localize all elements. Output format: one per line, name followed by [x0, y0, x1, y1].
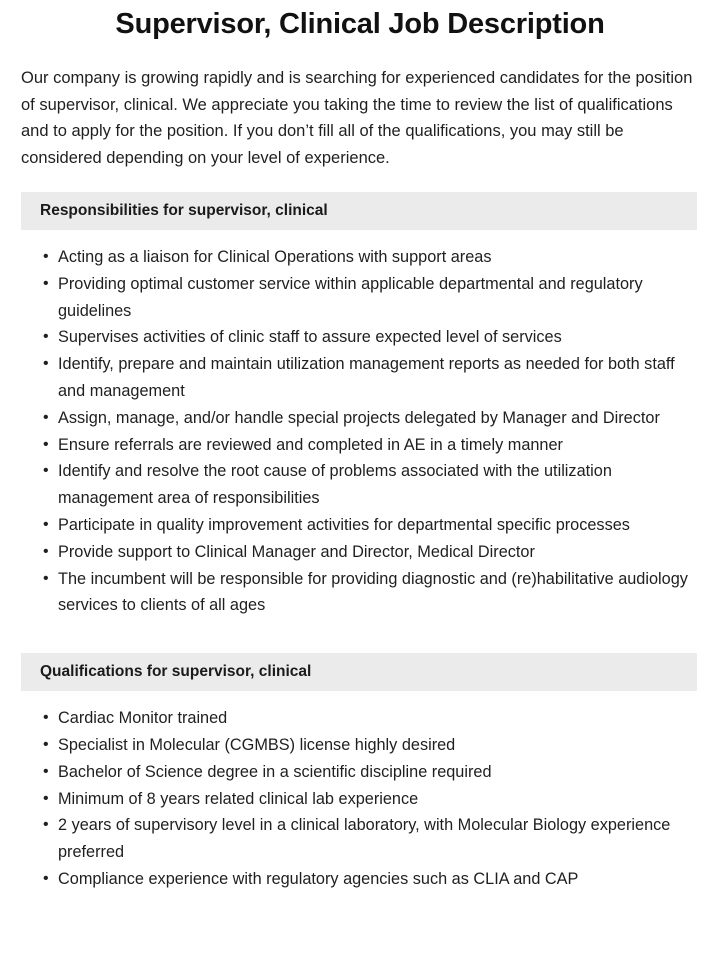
list-item	[43, 732, 696, 759]
bullet-icon: •	[43, 816, 49, 834]
list-item	[43, 271, 696, 325]
list-item-text: Identify, prepare and maintain utilization management reports as needed for both staff and management	[58, 355, 675, 400]
intro-paragraph: Our company is growing rapidly and is searching for experienced candidates for the position of supervisor, clinical. We appreciate you taking the time to review the list of qualifications and to apply for the position. If you don’t fill all of the qualifications, you may still be considered depending on your level of experience.	[21, 69, 693, 167]
list-item-text: The incumbent will be responsible for providing diagnostic and (re)habilitative audiology services to clients of all ages	[58, 569, 688, 615]
list-item-text: Ensure referrals are reviewed and completed in AE in a timely manner	[58, 435, 563, 454]
bullet-icon: •	[43, 408, 49, 426]
list-item-text: Identify and resolve the root cause of problems associated with the utilization management area of responsibilities	[58, 462, 612, 508]
list-item-text: Acting as a liaison for Clinical Operations with support areas	[58, 248, 492, 266]
list-item	[43, 351, 696, 405]
list-item	[43, 405, 696, 432]
list-item	[43, 866, 696, 893]
bullet-icon: •	[43, 735, 49, 753]
list-item-text: Specialist in Molecular (CGMBS) license highly desired	[58, 735, 456, 754]
bullet-icon: •	[43, 515, 49, 533]
bullet-icon: •	[43, 462, 49, 480]
list-item	[43, 812, 696, 866]
list-item-text: Compliance experience with regulatory agencies such as CLIA and CAP	[58, 869, 579, 888]
qualifications-section	[0, 653, 720, 691]
qualifications-list	[0, 691, 720, 893]
bullet-icon: •	[43, 328, 49, 346]
bullet-icon: •	[43, 248, 49, 265]
list-item	[43, 432, 696, 459]
list-item-text: Minimum of 8 years related clinical lab experience	[58, 789, 419, 808]
list-item	[43, 244, 696, 271]
list-item	[43, 759, 696, 786]
list-item	[43, 786, 696, 813]
list-item-text: 2 years of supervisory level in a clinical laboratory, with Molecular Biology experience preferred	[58, 816, 671, 862]
list-item-text: Cardiac Monitor trained	[58, 709, 228, 728]
bullet-icon: •	[43, 569, 49, 587]
bullet-icon: •	[43, 542, 49, 560]
list-item	[43, 458, 696, 512]
list-item	[43, 539, 696, 566]
list-item-text: Participate in quality improvement activities for departmental specific processes	[58, 515, 630, 534]
bullet-icon: •	[43, 709, 49, 727]
list-item	[43, 324, 696, 351]
bullet-icon: •	[43, 435, 49, 453]
bullet-icon: •	[43, 789, 49, 807]
list-item-text: Assign, manage, and/or handle special projects delegated by Manager and Director	[58, 408, 660, 427]
list-item	[43, 705, 696, 732]
section-header-label: Responsibilities for supervisor, clinical	[40, 202, 328, 219]
list-item-text: Supervises activities of clinic staff to assure expected level of services	[58, 328, 562, 347]
bullet-icon: •	[43, 869, 49, 887]
responsibilities-list	[0, 230, 720, 619]
section-header-qualifications	[21, 653, 697, 691]
list-item-text: Providing optimal customer service within applicable departmental and regulatory guidelines	[58, 274, 643, 320]
bullet-icon: •	[43, 355, 49, 373]
list-spacer	[0, 619, 720, 631]
section-header-label: Qualifications for supervisor, clinical	[40, 663, 312, 681]
bullet-icon: •	[43, 274, 49, 292]
list-item	[43, 566, 696, 620]
responsibilities-section	[0, 192, 720, 230]
bullet-icon: •	[43, 762, 49, 780]
list-item-text: Provide support to Clinical Manager and Director, Medical Director	[58, 542, 535, 561]
list-item-text: Bachelor of Science degree in a scientific discipline required	[58, 762, 492, 781]
list-item	[43, 512, 696, 539]
section-header-responsibilities	[21, 192, 697, 230]
page-title: Supervisor, Clinical Job Description	[115, 8, 605, 40]
